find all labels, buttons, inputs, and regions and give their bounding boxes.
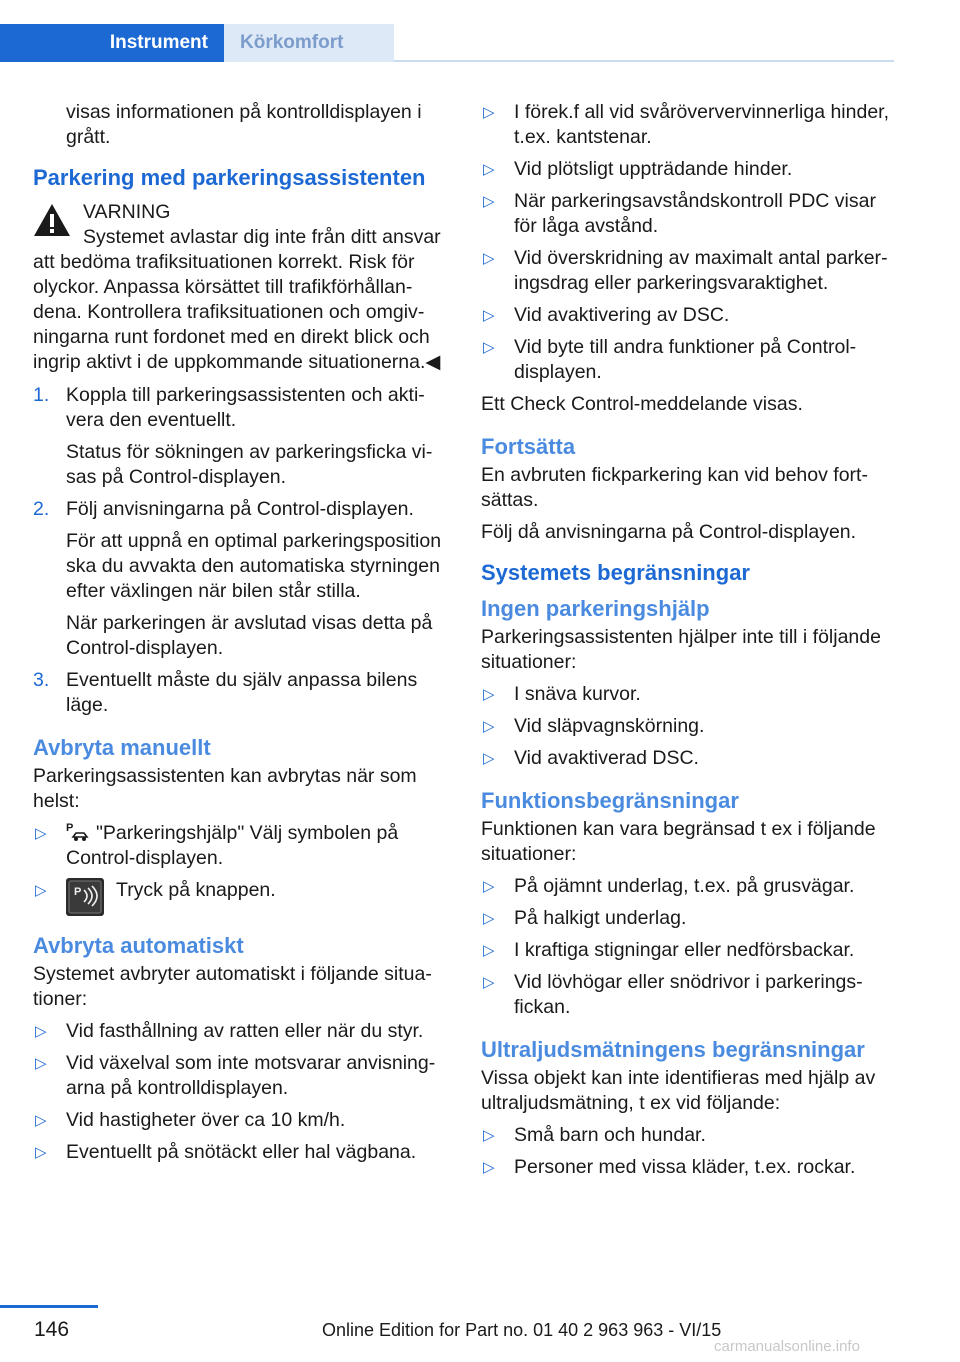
list-item: ▷ Vid plötsligt uppträdande hinder.	[483, 158, 793, 180]
triangle-bullet-icon: ▷	[35, 1144, 47, 1161]
header-divider	[394, 60, 894, 62]
list-item: ▷ Vid lövhögar eller snödrivor i parkeringsfickan.	[483, 971, 863, 1018]
list-item: ▷ I kraftiga stigningar eller nedförsbackar.	[483, 939, 855, 961]
list-item: ▷ På halkigt underlag.	[483, 907, 687, 929]
heading-no-assist: Ingen parkeringshjälp	[481, 596, 710, 621]
warning-title: VARNING	[83, 201, 171, 223]
continue-text: En avbruten fickparkering kan vid behov fortsättas.	[481, 464, 868, 511]
step-text: Eventuellt måste du själv anpassa bilens läge.	[66, 669, 418, 716]
warning-block	[33, 200, 449, 225]
triangle-bullet-icon: ▷	[483, 686, 495, 703]
list-item: ▷ Vid avaktiverad DSC.	[483, 747, 699, 769]
left-column	[33, 100, 449, 1172]
list-item: ▷ Vid hastigheter över ca 10 km/h.	[35, 1109, 346, 1131]
step-subtext: För att uppnå en optimal parkeringsposition ska du avvakta den automatiska styrningen efter växlingen när bilen står stilla.	[66, 530, 442, 602]
list-item	[33, 878, 449, 916]
list-item: ▷ I snäva kurvor.	[483, 683, 641, 705]
list-item: ▷ Vid växelval som inte motsvarar anvisningarna på kontrolldisplayen.	[35, 1052, 436, 1099]
triangle-bullet-icon: ▷	[483, 104, 495, 121]
warning-icon	[32, 202, 72, 238]
triangle-bullet-icon: ▷	[483, 307, 495, 324]
list-item: ▷ Små barn och hundar.	[483, 1124, 706, 1146]
triangle-bullet-icon: ▷	[35, 1112, 47, 1129]
triangle-bullet-icon: ▷	[483, 1127, 495, 1144]
triangle-bullet-icon: ▷	[483, 750, 495, 767]
list-item: ▷ När parkeringsavståndskontroll PDC visar för låga avstånd.	[483, 190, 876, 237]
header	[0, 0, 960, 64]
list-item: ▷ Vid byte till andra funktioner på Control-displayen.	[483, 336, 857, 383]
list-item	[33, 821, 449, 871]
intro-text: visas informationen på kontrolldisplayen i grått.	[66, 101, 422, 148]
heading-parking-assistant: Parkering med parkeringsassistenten	[33, 165, 426, 190]
auto-list	[33, 1019, 449, 1165]
triangle-bullet-icon: ▷	[483, 718, 495, 735]
triangle-bullet-icon: ▷	[483, 942, 495, 959]
triangle-bullet-icon: ▷	[35, 1055, 47, 1072]
triangle-bullet-icon: ▷	[35, 825, 47, 842]
svg-text:P: P	[66, 822, 74, 834]
triangle-bullet-icon: ▷	[483, 250, 495, 267]
list-item	[33, 383, 449, 490]
tab-instrument[interactable]: Instrument	[0, 24, 224, 62]
list-item: ▷ Eventuellt på snötäckt eller hal vägbana.	[35, 1141, 417, 1163]
list-item: ▷ Vid avaktivering av DSC.	[483, 304, 730, 326]
step-number: 2.	[33, 498, 50, 520]
page-number: 146	[34, 1318, 70, 1341]
manual-list	[33, 821, 449, 916]
watermark: carmanualsonline.info	[714, 1338, 860, 1355]
function-limits-text: Funktionen kan vara begränsad t ex i följande situationer:	[481, 818, 876, 865]
tab-korkomfort[interactable]: Körkomfort	[224, 24, 394, 62]
triangle-bullet-icon: ▷	[483, 878, 495, 895]
edition-text: Online Edition for Part no. 01 40 2 963 963 - VI/15	[322, 1320, 722, 1340]
step-text: Koppla till parkeringsassistenten och aktivera den eventuellt.	[66, 384, 425, 431]
list-item: ▷ Vid fasthållning av ratten eller när du styr.	[35, 1020, 424, 1042]
triangle-bullet-icon: ▷	[483, 339, 495, 356]
heading-auto-cancel: Avbryta automatiskt	[33, 933, 244, 958]
steps-list	[33, 383, 449, 718]
step-subtext: Status för sökningen av parkeringsficka visas på Control-displayen.	[66, 441, 433, 488]
list-item: ▷ Vid överskridning av maximalt antal parkeringsdrag eller parkeringsvaraktighet.	[483, 247, 888, 294]
continue-text-2: Följ då anvisningarna på Control-displayen.	[481, 521, 857, 543]
triangle-bullet-icon: ▷	[35, 1023, 47, 1040]
heading-system-limits: Systemets begränsningar	[481, 560, 750, 585]
list-item: ▷ Personer med vissa kläder, t.ex. rockar.	[483, 1156, 856, 1178]
manual-text: Parkeringsassistenten kan avbrytas när som helst:	[33, 765, 417, 812]
list-item	[33, 497, 449, 661]
list-item	[33, 668, 449, 718]
check-control-text: Ett Check Control-meddelande visas.	[481, 393, 803, 415]
list-item: ▷ Vid släpvagnskörning.	[483, 715, 705, 737]
cancel-conditions-list	[481, 100, 895, 385]
no-assist-list	[481, 682, 895, 771]
step-subtext: När parkeringen är avslutad visas detta på Control-displayen.	[66, 612, 433, 659]
step-number: 3.	[33, 669, 50, 691]
footer-rule	[0, 1305, 98, 1308]
triangle-bullet-icon: ▷	[483, 1159, 495, 1176]
triangle-bullet-icon: ▷	[483, 161, 495, 178]
list-item: ▷ På ojämnt underlag, t.ex. på grusvägar.	[483, 875, 855, 897]
function-limits-list	[481, 874, 895, 1020]
manual-item-text: "Parkeringshjälp" Välj symbolen på Control-displayen.	[66, 822, 399, 869]
right-column	[481, 100, 895, 1187]
warning-text: Systemet avlastar dig inte från ditt ansvar att bedöma trafiksituationen korrekt. Risk för olyckor. Anpassa körsättet till trafikförhållandena. Kontrollera trafiksituationen och omgivningarna runt fordonet med en direkt blick och ingrip aktivt i de uppkommande situationerna.◀	[33, 226, 441, 373]
triangle-bullet-icon: ▷	[483, 910, 495, 927]
ultrasonic-text: Vissa objekt kan inte identifieras med hjälp av ultraljudsmätning, t ex vid följande:	[481, 1067, 876, 1114]
auto-text: Systemet avbryter automatiskt i följande situationer:	[33, 963, 432, 1010]
ultrasonic-list	[481, 1123, 895, 1180]
triangle-bullet-icon: ▷	[35, 882, 47, 899]
triangle-bullet-icon: ▷	[483, 193, 495, 210]
triangle-bullet-icon: ▷	[483, 974, 495, 991]
svg-text:P: P	[74, 886, 82, 898]
heading-manual-cancel: Avbryta manuellt	[33, 735, 211, 760]
step-number: 1.	[33, 384, 50, 406]
list-item: ▷ I förek.f all vid svåröververvinnerliga hinder, t.ex. kantstenar.	[483, 101, 890, 148]
heading-function-limits: Funktionsbegränsningar	[481, 788, 739, 813]
step-text: Följ anvisningarna på Control-displayen.	[66, 498, 414, 520]
manual-item-text: Tryck på knappen.	[116, 879, 276, 901]
parking-assist-icon	[66, 821, 90, 843]
heading-ultrasonic-limits: Ultraljudsmätningens begränsningar	[481, 1037, 865, 1062]
no-assist-text: Parkeringsassistenten hjälper inte till i följande situationer:	[481, 626, 881, 673]
parking-button-icon	[66, 878, 104, 916]
heading-continue: Fortsätta	[481, 434, 576, 459]
